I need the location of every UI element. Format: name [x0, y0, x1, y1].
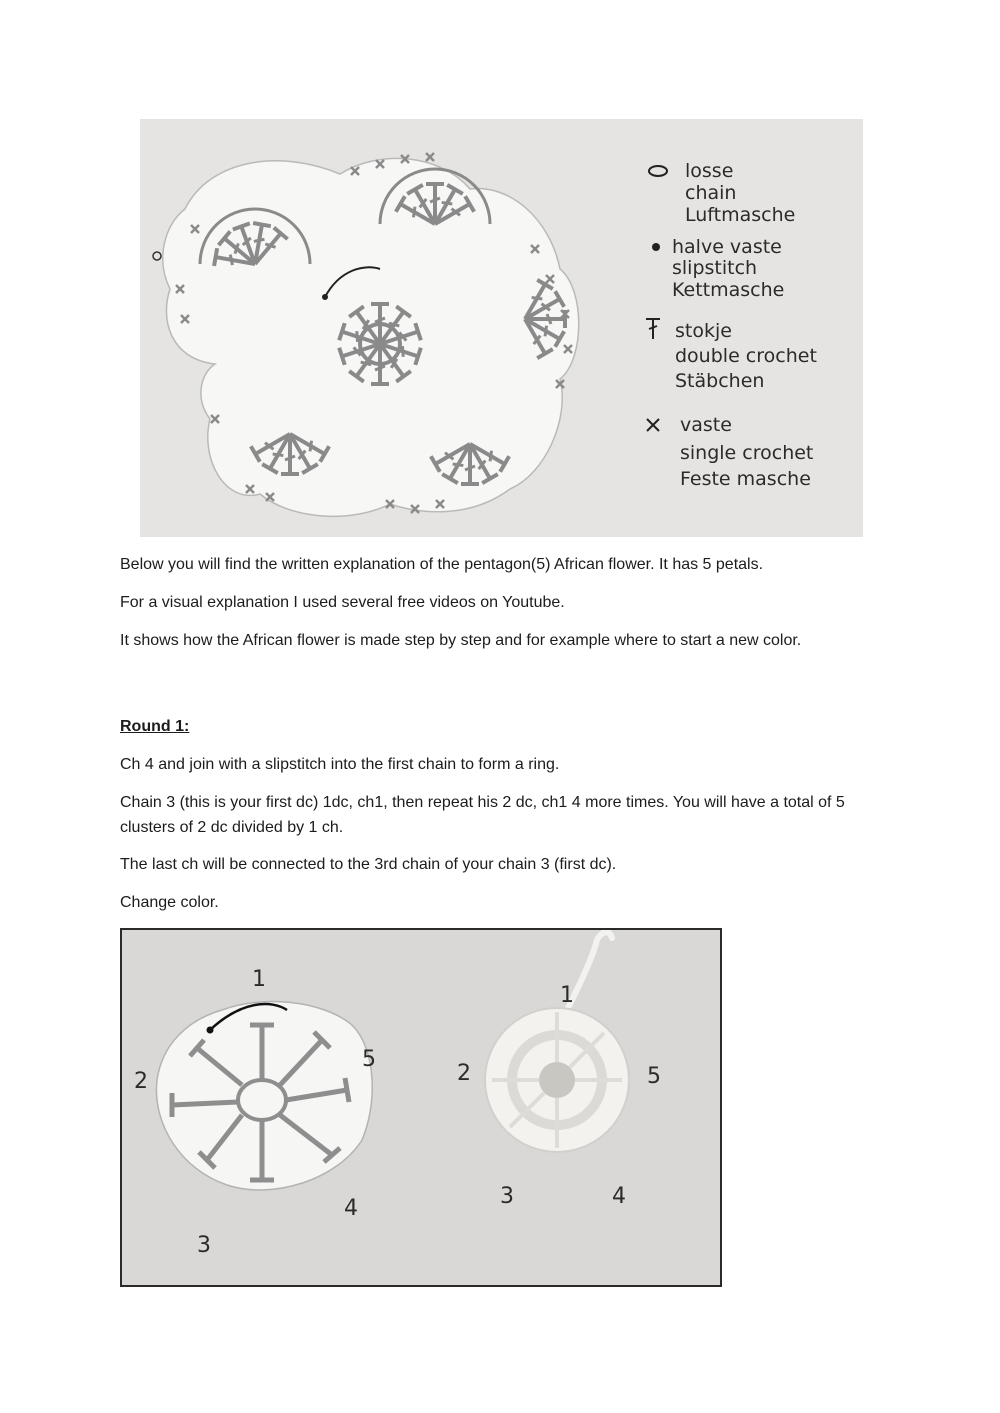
chart-legend — [646, 160, 817, 490]
crochet-label-5: 5 — [647, 1064, 661, 1089]
single-crochet-symbol-icon — [647, 419, 659, 431]
crochet-label-3: 3 — [500, 1184, 514, 1209]
intro-text-3: It shows how the African flower is made step by step and for example where to start a new color. — [120, 632, 802, 649]
round1-step-2: Chain 3 (this is your first dc) 1dc, ch1, then repeat his 2 dc, ch1 4 more times. You will have a total of 5 clusters of 2 dc divided by 1 ch. — [120, 794, 845, 836]
legend-slip-en: slipstitch — [672, 257, 758, 279]
paper-cutout — [163, 158, 579, 516]
round1-heading: Round 1: — [120, 718, 190, 735]
diagram-label-5: 5 — [362, 1047, 376, 1072]
diagram-label-2: 2 — [134, 1069, 148, 1094]
diagram-label-3: 3 — [197, 1233, 211, 1258]
legend-slip-nl: halve vaste — [672, 236, 782, 258]
round1-step-4: Change color. — [120, 894, 219, 911]
legend-sc-en: single crochet — [680, 442, 814, 464]
intro-text-2: For a visual explanation I used several free videos on Youtube. — [120, 594, 565, 611]
diagram-label-1: 1 — [252, 967, 266, 992]
chain-symbol-icon — [649, 166, 667, 176]
legend-dc-en: double crochet — [675, 345, 817, 367]
crochet-label-4: 4 — [612, 1184, 626, 1209]
legend-chain-en: chain — [685, 182, 737, 204]
crochet-chart-photo — [140, 119, 863, 537]
legend-sc-nl: vaste — [680, 414, 732, 436]
crochet-label-1: 1 — [560, 983, 574, 1008]
legend-sc-de: Feste masche — [680, 468, 811, 490]
legend-chain-nl: losse — [685, 160, 734, 182]
legend-dc-nl: stokje — [675, 320, 732, 342]
crochet-label-2: 2 — [457, 1061, 471, 1086]
diagram-label-4: 4 — [344, 1196, 358, 1221]
double-crochet-symbol-icon — [646, 319, 660, 339]
legend-slip-de: Kettmasche — [672, 279, 785, 301]
chart-drawing — [140, 119, 863, 537]
round1-comparison-photo — [120, 928, 722, 1287]
legend-chain-de: Luftmasche — [685, 204, 796, 226]
comparison-drawing — [122, 930, 720, 1285]
legend-dc-de: Stäbchen — [675, 370, 765, 392]
intro-text-1: Below you will find the written explanation of the pentagon(5) African flower. It has 5 petals. — [120, 556, 764, 573]
round1-step-3: The last ch will be connected to the 3rd chain of your chain 3 (first dc). — [120, 856, 617, 873]
round1-step-1: Ch 4 and join with a slipstitch into the first chain to form a ring. — [120, 756, 560, 773]
slipstitch-symbol-icon — [652, 243, 660, 251]
chain-marker — [153, 252, 161, 260]
